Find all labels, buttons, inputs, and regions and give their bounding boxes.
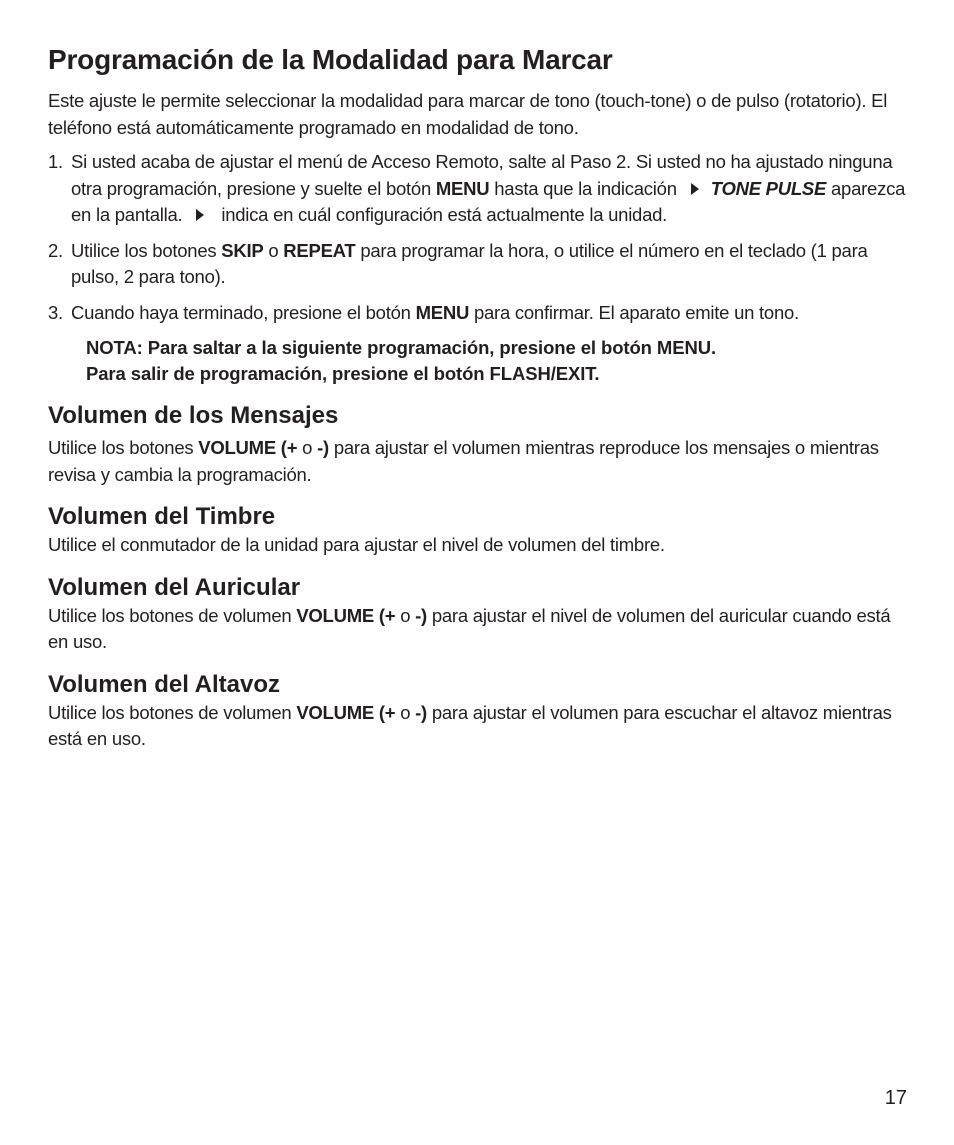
section-mensajes [48, 401, 908, 488]
page-title: Programación de la Modalidad para Marcar [48, 44, 613, 75]
step-3 [48, 300, 908, 327]
steps-list [48, 149, 908, 326]
text-run: o [395, 604, 416, 626]
page-number: 17 [884, 1087, 907, 1109]
note-block [86, 335, 908, 387]
step-text: Si usted acaba de ajustar el menú de Acceso Remoto, salte al Paso 2. Si usted no ha ajustado ninguna otra programación, presione y suelte el botón [71, 151, 893, 199]
text-run: Utilice los botones [48, 437, 199, 458]
step-text: indica en cuál configuración está actualmente la unidad. [216, 204, 668, 225]
section-auricular [48, 573, 908, 656]
text-run: para ajustar el volumen para escuchar el altavoz mientras está en uso. [48, 701, 892, 749]
text-run: Utilice los botones de volumen [48, 701, 297, 723]
step-text: para programar la hora, o utilice el número en el teclado (1 para pulso, 2 para tono). [71, 239, 868, 287]
volume-plus-button-name: VOLUME (+ [296, 701, 396, 723]
menu-button-name: MENU [435, 177, 490, 199]
section-text [48, 435, 908, 488]
step-text: para confirmar. El aparato emite un tono. [469, 301, 799, 323]
text-run: Utilice los botones de volumen [48, 604, 297, 626]
volume-minus-button-name: -) [317, 437, 329, 458]
section-text [48, 603, 908, 656]
triangle-indicator-icon [196, 209, 204, 221]
tone-pulse-display: TONE PULSE [710, 177, 827, 199]
section-timbre [48, 502, 908, 559]
menu-button-name: MENU [415, 301, 470, 323]
text-run: para ajustar el nivel de volumen del auricular cuando está en uso. [48, 604, 891, 652]
step-text: aparezca en la pantalla. [71, 177, 906, 225]
intro-paragraph: Este ajuste le permite seleccionar la modalidad para marcar de tono (touch-tone) o de pulso (rotatorio). El teléfono está automáticamente programado en modalidad de tono. [48, 90, 888, 138]
volume-minus-button-name: -) [415, 701, 427, 723]
section-heading: Volumen del Altavoz [48, 670, 281, 698]
text-run: o [395, 701, 416, 723]
repeat-button-name: REPEAT [283, 239, 356, 261]
note-line: NOTA: Para saltar a la siguiente programación, presione el botón MENU. [86, 337, 717, 358]
step-text: o [263, 239, 284, 261]
note-line: Para salir de programación, presione el botón FLASH/EXIT. [86, 363, 600, 384]
section-heading: Volumen de los Mensajes [48, 402, 339, 429]
section-text [48, 700, 908, 753]
section-text: Utilice el conmutador de la unidad para ajustar el nivel de volumen del timbre. [48, 534, 665, 555]
volume-plus-button-name: VOLUME (+ [198, 437, 298, 458]
page-content [48, 42, 908, 753]
step-number: 1. [48, 151, 63, 172]
step-text: Utilice los botones [71, 239, 222, 261]
volume-plus-button-name: VOLUME (+ [296, 604, 396, 626]
volume-minus-button-name: -) [415, 604, 427, 626]
section-altavoz [48, 670, 908, 753]
text-run: para ajustar el volumen mientras reproduce los mensajes o mientras revisa y cambia la programación. [48, 437, 879, 485]
section-heading: Volumen del Timbre [48, 503, 276, 530]
step-text: hasta que la indicación [489, 177, 677, 199]
step-text: Cuando haya terminado, presione el botón [71, 301, 416, 323]
step-number: 3. [48, 301, 63, 323]
step-number: 2. [48, 239, 63, 261]
text-run: o [297, 437, 318, 458]
skip-button-name: SKIP [221, 239, 264, 261]
triangle-indicator-icon [691, 183, 699, 195]
step-1 [48, 149, 908, 229]
step-2 [48, 238, 908, 291]
section-heading: Volumen del Auricular [48, 573, 301, 601]
